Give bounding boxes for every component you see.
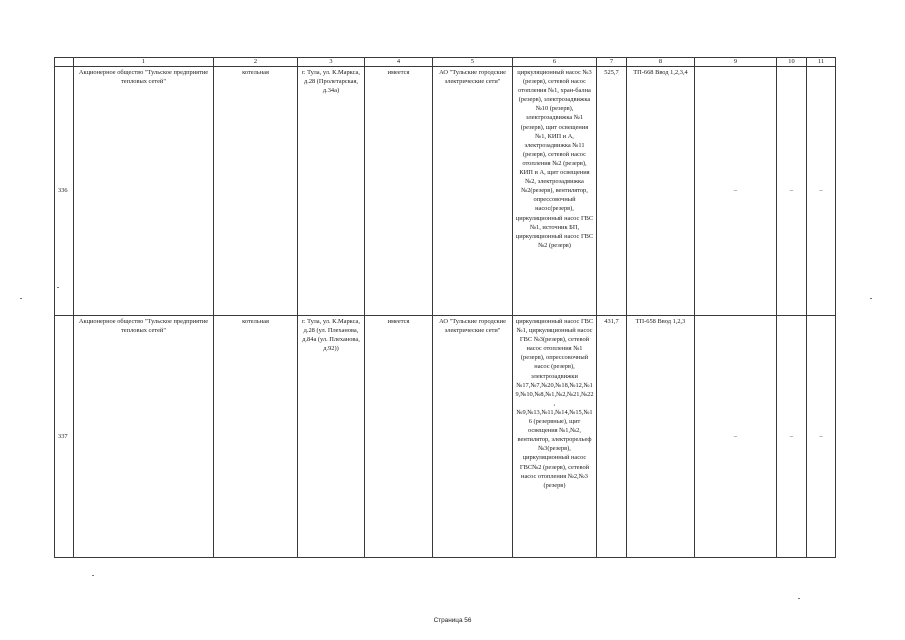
header-cell-3: 3 [298, 58, 365, 67]
availability-cell: имеется [365, 316, 433, 558]
col10-cell: – [777, 316, 807, 558]
capacity-cell: 431,7 [597, 316, 627, 558]
col9-cell: – [695, 316, 777, 558]
col11-cell: – [807, 316, 836, 558]
scan-speck [57, 287, 59, 288]
scan-speck [798, 598, 800, 599]
col10-cell: – [777, 67, 807, 316]
supplier-cell: АО "Тульские городские электрические сети" [433, 67, 513, 316]
availability-cell: имеется [365, 67, 433, 316]
header-cell-7: 7 [597, 58, 627, 67]
substation-cell: ТП-668 Ввод 1,2,3,4 [627, 67, 695, 316]
organization-cell: Акционерное общество "Тульское предприятие тепловых сетей" [74, 67, 214, 316]
header-cell-11: 11 [807, 58, 836, 67]
facility-type-cell: котельная [214, 67, 298, 316]
equipment-cell: циркуляционный насос №3 (резерв), сетевой насос отопления №1, хран-бална (резерв), электрозадвижка №10 (резерв), электрозадвижка №1 (резерв), щит освещения №1, КИП и А, электрозадвижка №11 (резерв), сетевой насос отопления №2 (резерв), КИП и А, щит освещения №2, электрозадвижка №2(резерв), вентилятор, опрессовочный насос(резерв), циркуляционный насос ГВС №1, источник БП, циркуляционный насос ГВС №2 (резерв) [513, 67, 597, 316]
facility-type-cell: котельная [214, 316, 298, 558]
address-cell: г. Тула, ул. К.Маркса, д.28 (ул. Плеханова, д.84а (ул. Плеханова, д.92)) [298, 316, 365, 558]
header-cell-4: 4 [365, 58, 433, 67]
header-cell-9: 9 [695, 58, 777, 67]
row-number: 336 [55, 67, 74, 316]
organization-cell: Акционерное общество "Тульское предприятие тепловых сетей" [74, 316, 214, 558]
supplier-cell: АО "Тульские городские электрические сети" [433, 316, 513, 558]
row-number: 337 [55, 316, 74, 558]
table-row [55, 316, 836, 558]
equipment-cell: циркуляционный насос ГВС №1, циркуляционный насос ГВС №3(резерв), сетевой насос отопления №1 (резерв), опрессовочный насос (резерв), электрозадвижки №17,№7,№20,№18,№12,№19,№10,№8,№1,№2,№21,№22,№9,№13,№11,№14,№15,№16 (резервные), щит освещения №1,№2, вентилятор, электрорельеф №3(резерв), циркуляционный насос ГВС№2 (резерв), сетевой насос отопления №2,№3 (резерв) [513, 316, 597, 558]
header-cell-8: 8 [627, 58, 695, 67]
scan-speck [20, 298, 22, 299]
header-row [55, 58, 836, 67]
capacity-cell: 525,7 [597, 67, 627, 316]
header-cell-1: 1 [74, 58, 214, 67]
header-cell-2: 2 [214, 58, 298, 67]
address-cell: г. Тула, ул. К.Маркса, д.28 (Пролетарская, д.34а) [298, 67, 365, 316]
header-cell-10: 10 [777, 58, 807, 67]
col9-cell: – [695, 67, 777, 316]
page-number: Страница 56 [433, 617, 472, 624]
scan-speck [870, 298, 872, 299]
header-cell-6: 6 [513, 58, 597, 67]
header-cell-blank [55, 58, 74, 67]
header-cell-5: 5 [433, 58, 513, 67]
col11-cell: – [807, 67, 836, 316]
substation-cell: ТП-658 Ввод 1,2,3 [627, 316, 695, 558]
scan-speck [92, 575, 94, 576]
data-table [54, 57, 836, 558]
table-row [55, 67, 836, 316]
